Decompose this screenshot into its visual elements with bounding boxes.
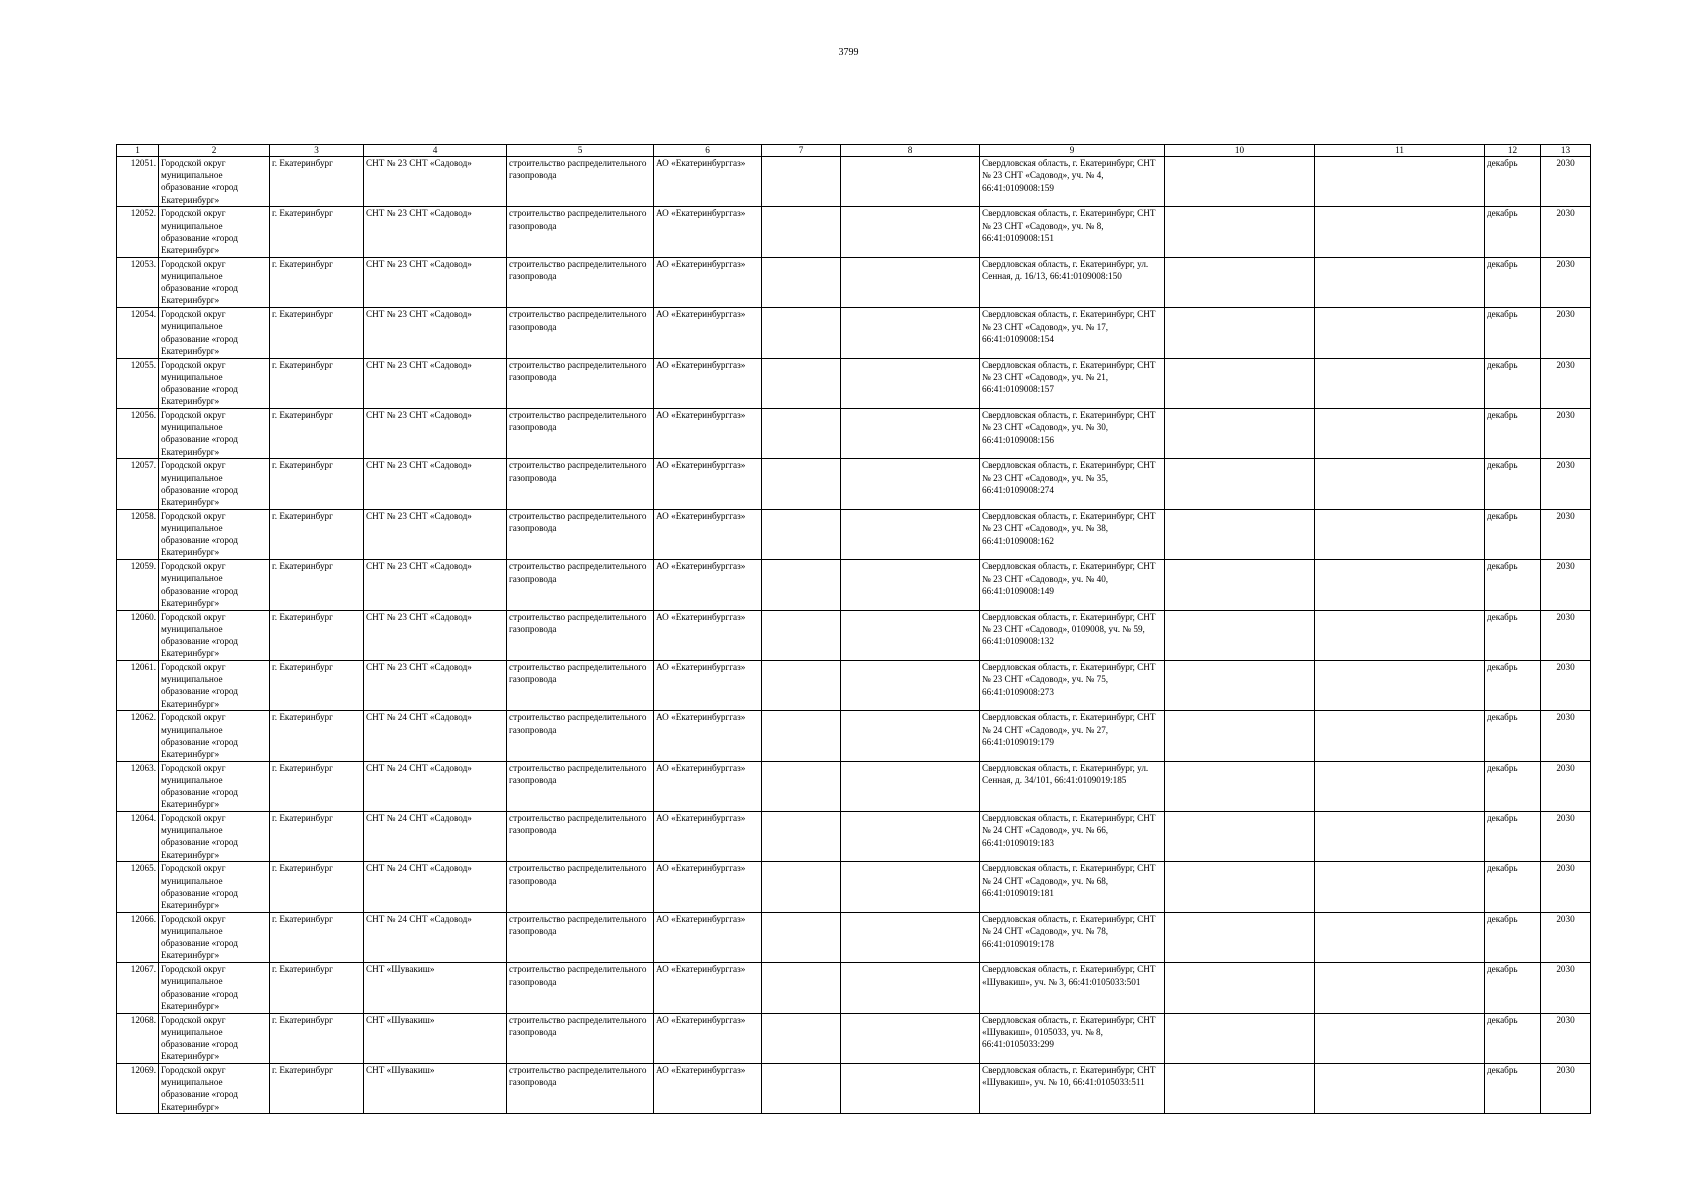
column-8-cell — [841, 862, 980, 912]
address-cell: Свердловская область, г. Екатеринбург, СНТ № 23 СНТ «Садовод», уч. № 17, 66:41:0109008:154 — [980, 308, 1165, 358]
address-cell: Свердловская область, г. Екатеринбург, СНТ № 23 СНТ «Садовод», уч. № 4, 66:41:0109008:159 — [980, 157, 1165, 207]
column-11-cell — [1315, 862, 1485, 912]
year-cell: 2030 — [1541, 207, 1591, 257]
column-header-11: 11 — [1315, 145, 1485, 157]
locality-cell: г. Екатеринбург — [270, 711, 364, 761]
address-cell: Свердловская область, г. Екатеринбург, СНТ № 24 СНТ «Садовод», уч. № 66, 66:41:0109019:183 — [980, 812, 1165, 862]
year-cell: 2030 — [1541, 408, 1591, 458]
column-10-cell — [1165, 963, 1315, 1013]
row-number: 12061. — [117, 660, 159, 710]
work-type-cell: строительство распределительного газопровода — [507, 812, 654, 862]
column-8-cell — [841, 1013, 980, 1063]
month-cell: декабрь — [1485, 761, 1541, 811]
municipality-cell: Городской округ муниципальное образование «город Екатеринбург» — [159, 711, 270, 761]
locality-cell: г. Екатеринбург — [270, 610, 364, 660]
year-cell: 2030 — [1541, 308, 1591, 358]
locality-cell: г. Екатеринбург — [270, 761, 364, 811]
row-number: 12053. — [117, 257, 159, 307]
municipality-cell: Городской округ муниципальное образование «город Екатеринбург» — [159, 308, 270, 358]
column-10-cell — [1165, 257, 1315, 307]
row-number: 12069. — [117, 1064, 159, 1114]
column-11-cell — [1315, 308, 1485, 358]
column-7-cell — [762, 560, 841, 610]
address-cell: Свердловская область, г. Екатеринбург, СНТ «Шувакиш», уч. № 3, 66:41:0105033:501 — [980, 963, 1165, 1013]
column-11-cell — [1315, 1013, 1485, 1063]
column-11-cell — [1315, 761, 1485, 811]
municipality-cell: Городской округ муниципальное образование «город Екатеринбург» — [159, 862, 270, 912]
column-10-cell — [1165, 912, 1315, 962]
row-number: 12059. — [117, 560, 159, 610]
row-number: 12058. — [117, 509, 159, 559]
operator-cell: АО «Екатеринбурггаз» — [654, 812, 762, 862]
column-header-2: 2 — [159, 145, 270, 157]
work-type-cell: строительство распределительного газопровода — [507, 610, 654, 660]
column-10-cell — [1165, 660, 1315, 710]
locality-cell: г. Екатеринбург — [270, 308, 364, 358]
column-7-cell — [762, 1064, 841, 1114]
table-row — [117, 157, 1591, 207]
column-11-cell — [1315, 560, 1485, 610]
column-11-cell — [1315, 257, 1485, 307]
column-8-cell — [841, 610, 980, 660]
year-cell: 2030 — [1541, 1013, 1591, 1063]
column-7-cell — [762, 157, 841, 207]
row-number: 12066. — [117, 912, 159, 962]
settlement-cell: СНТ № 23 СНТ «Садовод» — [364, 257, 507, 307]
work-type-cell: строительство распределительного газопровода — [507, 912, 654, 962]
operator-cell: АО «Екатеринбурггаз» — [654, 308, 762, 358]
year-cell: 2030 — [1541, 761, 1591, 811]
month-cell: декабрь — [1485, 459, 1541, 509]
municipality-cell: Городской округ муниципальное образование «город Екатеринбург» — [159, 761, 270, 811]
operator-cell: АО «Екатеринбурггаз» — [654, 358, 762, 408]
address-cell: Свердловская область, г. Екатеринбург, СНТ № 23 СНТ «Садовод», уч. № 35, 66:41:0109008:274 — [980, 459, 1165, 509]
address-cell: Свердловская область, г. Екатеринбург, СНТ № 23 СНТ «Садовод», 0109008, уч. № 59, 66:41:0109008:132 — [980, 610, 1165, 660]
address-cell: Свердловская область, г. Екатеринбург, ул. Сенная, д. 16/13, 66:41:0109008:150 — [980, 257, 1165, 307]
table-row — [117, 660, 1591, 710]
row-number: 12063. — [117, 761, 159, 811]
column-7-cell — [762, 1013, 841, 1063]
municipality-cell: Городской округ муниципальное образование «город Екатеринбург» — [159, 560, 270, 610]
locality-cell: г. Екатеринбург — [270, 812, 364, 862]
column-7-cell — [762, 761, 841, 811]
month-cell: декабрь — [1485, 862, 1541, 912]
row-number: 12060. — [117, 610, 159, 660]
work-type-cell: строительство распределительного газопровода — [507, 509, 654, 559]
locality-cell: г. Екатеринбург — [270, 358, 364, 408]
row-number: 12068. — [117, 1013, 159, 1063]
header-row — [117, 145, 1591, 157]
work-type-cell: строительство распределительного газопровода — [507, 1064, 654, 1114]
column-10-cell — [1165, 1013, 1315, 1063]
column-8-cell — [841, 308, 980, 358]
table-row — [117, 1064, 1591, 1114]
column-10-cell — [1165, 560, 1315, 610]
column-7-cell — [762, 207, 841, 257]
municipality-cell: Городской округ муниципальное образование «город Екатеринбург» — [159, 912, 270, 962]
row-number: 12051. — [117, 157, 159, 207]
column-7-cell — [762, 257, 841, 307]
column-10-cell — [1165, 610, 1315, 660]
column-header-8: 8 — [841, 145, 980, 157]
operator-cell: АО «Екатеринбурггаз» — [654, 610, 762, 660]
column-7-cell — [762, 660, 841, 710]
operator-cell: АО «Екатеринбурггаз» — [654, 509, 762, 559]
operator-cell: АО «Екатеринбурггаз» — [654, 761, 762, 811]
column-7-cell — [762, 711, 841, 761]
work-type-cell: строительство распределительного газопровода — [507, 157, 654, 207]
operator-cell: АО «Екатеринбурггаз» — [654, 862, 762, 912]
work-type-cell: строительство распределительного газопровода — [507, 660, 654, 710]
work-type-cell: строительство распределительного газопровода — [507, 207, 654, 257]
column-11-cell — [1315, 711, 1485, 761]
locality-cell: г. Екатеринбург — [270, 560, 364, 610]
table-row — [117, 257, 1591, 307]
month-cell: декабрь — [1485, 912, 1541, 962]
column-7-cell — [762, 509, 841, 559]
locality-cell: г. Екатеринбург — [270, 257, 364, 307]
settlement-cell: СНТ № 23 СНТ «Садовод» — [364, 509, 507, 559]
table-row — [117, 459, 1591, 509]
row-number: 12056. — [117, 408, 159, 458]
row-number: 12064. — [117, 812, 159, 862]
address-cell: Свердловская область, г. Екатеринбург, ул. Сенная, д. 34/101, 66:41:0109019:185 — [980, 761, 1165, 811]
column-7-cell — [762, 963, 841, 1013]
table-row — [117, 761, 1591, 811]
table-row — [117, 408, 1591, 458]
month-cell: декабрь — [1485, 157, 1541, 207]
year-cell: 2030 — [1541, 812, 1591, 862]
column-11-cell — [1315, 207, 1485, 257]
column-11-cell — [1315, 963, 1485, 1013]
column-11-cell — [1315, 610, 1485, 660]
column-8-cell — [841, 963, 980, 1013]
column-8-cell — [841, 459, 980, 509]
settlement-cell: СНТ № 24 СНТ «Садовод» — [364, 862, 507, 912]
month-cell: декабрь — [1485, 207, 1541, 257]
municipality-cell: Городской округ муниципальное образование «город Екатеринбург» — [159, 509, 270, 559]
operator-cell: АО «Екатеринбурггаз» — [654, 207, 762, 257]
row-number: 12067. — [117, 963, 159, 1013]
page-number: 3799 — [838, 47, 859, 58]
column-10-cell — [1165, 509, 1315, 559]
municipality-cell: Городской округ муниципальное образование «город Екатеринбург» — [159, 459, 270, 509]
column-10-cell — [1165, 207, 1315, 257]
work-type-cell: строительство распределительного газопровода — [507, 711, 654, 761]
year-cell: 2030 — [1541, 509, 1591, 559]
column-header-13: 13 — [1541, 145, 1591, 157]
month-cell: декабрь — [1485, 308, 1541, 358]
settlement-cell: СНТ № 23 СНТ «Садовод» — [364, 560, 507, 610]
locality-cell: г. Екатеринбург — [270, 963, 364, 1013]
locality-cell: г. Екатеринбург — [270, 509, 364, 559]
settlement-cell: СНТ № 23 СНТ «Садовод» — [364, 308, 507, 358]
row-number: 12065. — [117, 862, 159, 912]
column-11-cell — [1315, 660, 1485, 710]
settlement-cell: СНТ № 24 СНТ «Садовод» — [364, 761, 507, 811]
year-cell: 2030 — [1541, 560, 1591, 610]
column-8-cell — [841, 812, 980, 862]
column-11-cell — [1315, 509, 1485, 559]
month-cell: декабрь — [1485, 560, 1541, 610]
column-10-cell — [1165, 812, 1315, 862]
column-10-cell — [1165, 308, 1315, 358]
settlement-cell: СНТ № 23 СНТ «Садовод» — [364, 157, 507, 207]
column-11-cell — [1315, 812, 1485, 862]
address-cell: Свердловская область, г. Екатеринбург, СНТ № 24 СНТ «Садовод», уч. № 78, 66:41:0109019:178 — [980, 912, 1165, 962]
month-cell: декабрь — [1485, 963, 1541, 1013]
settlement-cell: СНТ «Шувакиш» — [364, 963, 507, 1013]
column-8-cell — [841, 509, 980, 559]
table-row — [117, 509, 1591, 559]
row-number: 12055. — [117, 358, 159, 408]
column-8-cell — [841, 912, 980, 962]
operator-cell: АО «Екатеринбурггаз» — [654, 560, 762, 610]
table-row — [117, 963, 1591, 1013]
work-type-cell: строительство распределительного газопровода — [507, 761, 654, 811]
address-cell: Свердловская область, г. Екатеринбург, СНТ № 23 СНТ «Садовод», уч. № 38, 66:41:0109008:162 — [980, 509, 1165, 559]
table-body — [117, 157, 1591, 1114]
operator-cell: АО «Екатеринбурггаз» — [654, 1013, 762, 1063]
column-10-cell — [1165, 1064, 1315, 1114]
column-10-cell — [1165, 358, 1315, 408]
address-cell: Свердловская область, г. Екатеринбург, СНТ № 24 СНТ «Садовод», уч. № 68, 66:41:0109019:181 — [980, 862, 1165, 912]
column-header-1: 1 — [117, 145, 159, 157]
column-7-cell — [762, 358, 841, 408]
settlement-cell: СНТ № 23 СНТ «Садовод» — [364, 610, 507, 660]
column-10-cell — [1165, 862, 1315, 912]
year-cell: 2030 — [1541, 660, 1591, 710]
column-10-cell — [1165, 157, 1315, 207]
column-11-cell — [1315, 358, 1485, 408]
settlement-cell: СНТ № 23 СНТ «Садовод» — [364, 459, 507, 509]
locality-cell: г. Екатеринбург — [270, 862, 364, 912]
municipality-cell: Городской округ муниципальное образование «город Екатеринбург» — [159, 207, 270, 257]
municipality-cell: Городской округ муниципальное образование «город Екатеринбург» — [159, 610, 270, 660]
operator-cell: АО «Екатеринбурггаз» — [654, 660, 762, 710]
column-7-cell — [762, 459, 841, 509]
locality-cell: г. Екатеринбург — [270, 912, 364, 962]
municipality-cell: Городской округ муниципальное образование «город Екатеринбург» — [159, 812, 270, 862]
column-8-cell — [841, 157, 980, 207]
settlement-cell: СНТ «Шувакиш» — [364, 1064, 507, 1114]
table-row — [117, 308, 1591, 358]
table-row — [117, 358, 1591, 408]
column-header-9: 9 — [980, 145, 1165, 157]
month-cell: декабрь — [1485, 408, 1541, 458]
table-row — [117, 560, 1591, 610]
column-11-cell — [1315, 912, 1485, 962]
operator-cell: АО «Екатеринбурггаз» — [654, 912, 762, 962]
address-cell: Свердловская область, г. Екатеринбург, СНТ «Шувакиш», уч. № 10, 66:41:0105033:511 — [980, 1064, 1165, 1114]
year-cell: 2030 — [1541, 257, 1591, 307]
operator-cell: АО «Екатеринбурггаз» — [654, 1064, 762, 1114]
municipality-cell: Городской округ муниципальное образование «город Екатеринбург» — [159, 408, 270, 458]
column-10-cell — [1165, 711, 1315, 761]
column-10-cell — [1165, 761, 1315, 811]
column-header-6: 6 — [654, 145, 762, 157]
year-cell: 2030 — [1541, 862, 1591, 912]
column-7-cell — [762, 812, 841, 862]
operator-cell: АО «Екатеринбурггаз» — [654, 408, 762, 458]
work-type-cell: строительство распределительного газопровода — [507, 560, 654, 610]
operator-cell: АО «Екатеринбурггаз» — [654, 257, 762, 307]
operator-cell: АО «Екатеринбурггаз» — [654, 459, 762, 509]
column-header-5: 5 — [507, 145, 654, 157]
column-11-cell — [1315, 1064, 1485, 1114]
municipality-cell: Городской округ муниципальное образование «город Екатеринбург» — [159, 1013, 270, 1063]
settlement-cell: СНТ № 23 СНТ «Садовод» — [364, 408, 507, 458]
address-cell: Свердловская область, г. Екатеринбург, СНТ № 23 СНТ «Садовод», уч. № 8, 66:41:0109008:151 — [980, 207, 1165, 257]
column-8-cell — [841, 560, 980, 610]
operator-cell: АО «Екатеринбурггаз» — [654, 963, 762, 1013]
address-cell: Свердловская область, г. Екатеринбург, СНТ № 24 СНТ «Садовод», уч. № 27, 66:41:0109019:179 — [980, 711, 1165, 761]
work-type-cell: строительство распределительного газопровода — [507, 257, 654, 307]
month-cell: декабрь — [1485, 610, 1541, 660]
row-number: 12054. — [117, 308, 159, 358]
operator-cell: АО «Екатеринбурггаз» — [654, 157, 762, 207]
month-cell: декабрь — [1485, 1064, 1541, 1114]
work-type-cell: строительство распределительного газопровода — [507, 408, 654, 458]
settlement-cell: СНТ № 23 СНТ «Садовод» — [364, 358, 507, 408]
month-cell: декабрь — [1485, 660, 1541, 710]
column-11-cell — [1315, 459, 1485, 509]
locality-cell: г. Екатеринбург — [270, 1064, 364, 1114]
address-cell: Свердловская область, г. Екатеринбург, СНТ № 23 СНТ «Садовод», уч. № 40, 66:41:0109008:149 — [980, 560, 1165, 610]
column-7-cell — [762, 610, 841, 660]
column-11-cell — [1315, 408, 1485, 458]
work-type-cell: строительство распределительного газопровода — [507, 459, 654, 509]
municipality-cell: Городской округ муниципальное образование «город Екатеринбург» — [159, 257, 270, 307]
year-cell: 2030 — [1541, 610, 1591, 660]
column-8-cell — [841, 660, 980, 710]
month-cell: декабрь — [1485, 358, 1541, 408]
column-header-4: 4 — [364, 145, 507, 157]
column-8-cell — [841, 711, 980, 761]
municipality-cell: Городской округ муниципальное образование «город Екатеринбург» — [159, 358, 270, 408]
work-type-cell: строительство распределительного газопровода — [507, 358, 654, 408]
column-10-cell — [1165, 459, 1315, 509]
municipality-cell: Городской округ муниципальное образование «город Екатеринбург» — [159, 963, 270, 1013]
operator-cell: АО «Екатеринбурггаз» — [654, 711, 762, 761]
table-row — [117, 812, 1591, 862]
column-header-12: 12 — [1485, 145, 1541, 157]
locality-cell: г. Екатеринбург — [270, 157, 364, 207]
table-row — [117, 862, 1591, 912]
year-cell: 2030 — [1541, 711, 1591, 761]
column-header-10: 10 — [1165, 145, 1315, 157]
locality-cell: г. Екатеринбург — [270, 207, 364, 257]
year-cell: 2030 — [1541, 963, 1591, 1013]
table-row — [117, 1013, 1591, 1063]
year-cell: 2030 — [1541, 1064, 1591, 1114]
column-8-cell — [841, 761, 980, 811]
column-8-cell — [841, 358, 980, 408]
table-row — [117, 207, 1591, 257]
row-number: 12062. — [117, 711, 159, 761]
table-row — [117, 912, 1591, 962]
column-10-cell — [1165, 408, 1315, 458]
year-cell: 2030 — [1541, 912, 1591, 962]
register-table — [116, 144, 1591, 1114]
address-cell: Свердловская область, г. Екатеринбург, СНТ «Шувакиш», 0105033, уч. № 8, 66:41:0105033:299 — [980, 1013, 1165, 1063]
month-cell: декабрь — [1485, 509, 1541, 559]
settlement-cell: СНТ № 23 СНТ «Садовод» — [364, 660, 507, 710]
settlement-cell: СНТ № 23 СНТ «Садовод» — [364, 207, 507, 257]
municipality-cell: Городской округ муниципальное образование «город Екатеринбург» — [159, 1064, 270, 1114]
month-cell: декабрь — [1485, 1013, 1541, 1063]
year-cell: 2030 — [1541, 157, 1591, 207]
column-header-7: 7 — [762, 145, 841, 157]
settlement-cell: СНТ «Шувакиш» — [364, 1013, 507, 1063]
locality-cell: г. Екатеринбург — [270, 1013, 364, 1063]
settlement-cell: СНТ № 24 СНТ «Садовод» — [364, 912, 507, 962]
address-cell: Свердловская область, г. Екатеринбург, СНТ № 23 СНТ «Садовод», уч. № 21, 66:41:0109008:157 — [980, 358, 1165, 408]
column-8-cell — [841, 207, 980, 257]
address-cell: Свердловская область, г. Екатеринбург, СНТ № 23 СНТ «Садовод», уч. № 30, 66:41:0109008:156 — [980, 408, 1165, 458]
row-number: 12052. — [117, 207, 159, 257]
municipality-cell: Городской округ муниципальное образование «город Екатеринбург» — [159, 157, 270, 207]
month-cell: декабрь — [1485, 711, 1541, 761]
column-7-cell — [762, 308, 841, 358]
table-row — [117, 610, 1591, 660]
table-row — [117, 711, 1591, 761]
column-header-3: 3 — [270, 145, 364, 157]
work-type-cell: строительство распределительного газопровода — [507, 1013, 654, 1063]
column-7-cell — [762, 862, 841, 912]
month-cell: декабрь — [1485, 257, 1541, 307]
work-type-cell: строительство распределительного газопровода — [507, 308, 654, 358]
column-7-cell — [762, 408, 841, 458]
settlement-cell: СНТ № 24 СНТ «Садовод» — [364, 711, 507, 761]
row-number: 12057. — [117, 459, 159, 509]
work-type-cell: строительство распределительного газопровода — [507, 963, 654, 1013]
column-7-cell — [762, 912, 841, 962]
month-cell: декабрь — [1485, 812, 1541, 862]
municipality-cell: Городской округ муниципальное образование «город Екатеринбург» — [159, 660, 270, 710]
locality-cell: г. Екатеринбург — [270, 408, 364, 458]
column-8-cell — [841, 408, 980, 458]
year-cell: 2030 — [1541, 358, 1591, 408]
locality-cell: г. Екатеринбург — [270, 459, 364, 509]
settlement-cell: СНТ № 24 СНТ «Садовод» — [364, 812, 507, 862]
column-8-cell — [841, 257, 980, 307]
work-type-cell: строительство распределительного газопровода — [507, 862, 654, 912]
column-8-cell — [841, 1064, 980, 1114]
column-11-cell — [1315, 157, 1485, 207]
locality-cell: г. Екатеринбург — [270, 660, 364, 710]
address-cell: Свердловская область, г. Екатеринбург, СНТ № 23 СНТ «Садовод», уч. № 75, 66:41:0109008:273 — [980, 660, 1165, 710]
year-cell: 2030 — [1541, 459, 1591, 509]
